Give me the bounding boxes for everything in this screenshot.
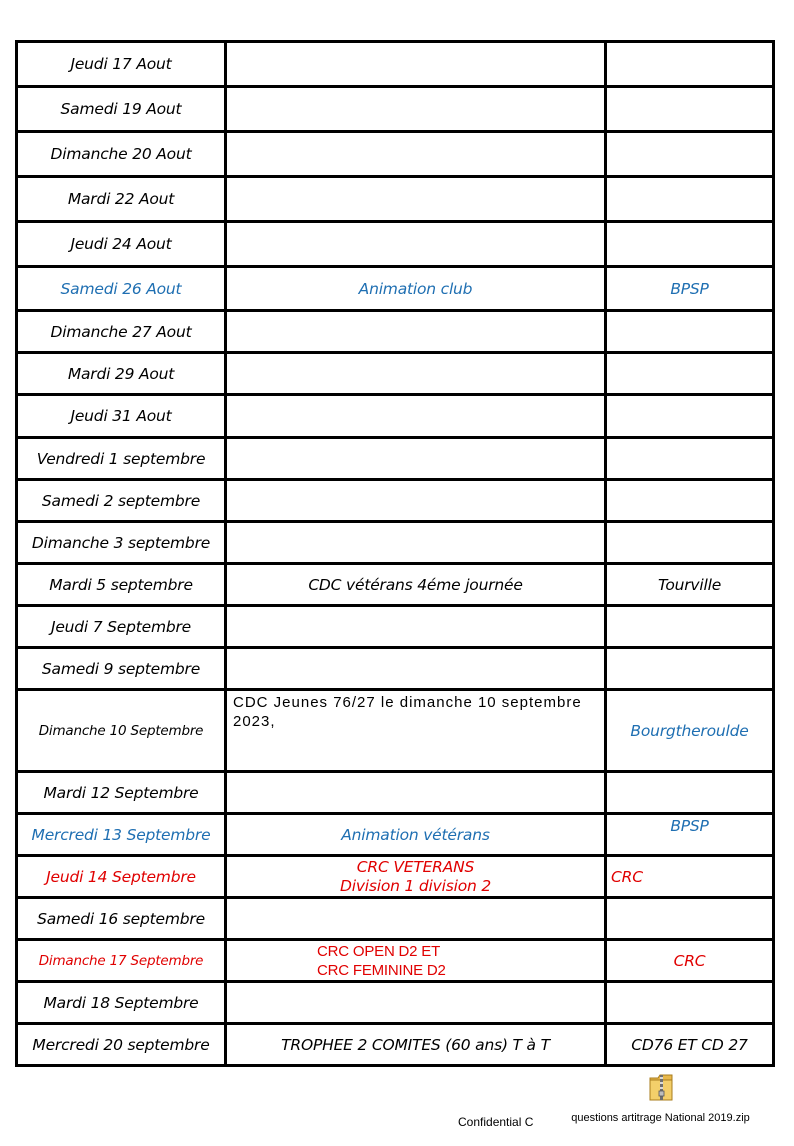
- table-row: [17, 648, 774, 690]
- event-cell: CDC Jeunes 76/27 le dimanche 10 septembre 2023,: [226, 690, 606, 772]
- date-cell: Jeudi 7 Septembre: [17, 606, 226, 648]
- date-cell: Dimanche 20 Aout: [17, 132, 226, 177]
- date-cell: Mardi 18 Septembre: [17, 982, 226, 1024]
- date-cell: Dimanche 27 Aout: [17, 311, 226, 353]
- event-cell: [226, 772, 606, 814]
- place-cell: [606, 222, 774, 267]
- date-cell: Mardi 29 Aout: [17, 353, 226, 395]
- place-cell: [606, 353, 774, 395]
- attachment-zip[interactable]: [563, 1072, 758, 1125]
- event-cell: [226, 480, 606, 522]
- event-cell: Animation vétérans: [226, 814, 606, 856]
- table-row: [17, 606, 774, 648]
- place-cell: [606, 982, 774, 1024]
- table-row: [17, 42, 774, 87]
- date-cell: Jeudi 17 Aout: [17, 42, 226, 87]
- event-cell: [226, 438, 606, 480]
- place-cell: [606, 606, 774, 648]
- place-cell: [606, 648, 774, 690]
- event-line: Division 1 division 2: [339, 876, 492, 895]
- table-row: [17, 522, 774, 564]
- place-cell: [606, 132, 774, 177]
- place-cell: [606, 480, 774, 522]
- date-cell: Samedi 2 septembre: [17, 480, 226, 522]
- schedule-table: [15, 40, 775, 1067]
- event-cell: CDC vétérans 4éme journée: [226, 564, 606, 606]
- event-cell: Animation club: [226, 267, 606, 311]
- table-row: [17, 267, 774, 311]
- place-cell: [606, 42, 774, 87]
- table-row: [17, 311, 774, 353]
- date-cell: Vendredi 1 septembre: [17, 438, 226, 480]
- attachment-filename[interactable]: questions artitrage National 2019.zip: [571, 1112, 750, 1124]
- event-cell: [226, 856, 606, 898]
- table-row: [17, 690, 774, 772]
- place-cell: [606, 311, 774, 353]
- date-cell: Samedi 16 septembre: [17, 898, 226, 940]
- place-cell: [606, 772, 774, 814]
- place-cell: [606, 522, 774, 564]
- place-cell: CRC: [606, 856, 774, 898]
- table-row: [17, 177, 774, 222]
- place-cell: [606, 87, 774, 132]
- event-cell: [226, 87, 606, 132]
- event-cell: [226, 42, 606, 87]
- event-cell: [226, 522, 606, 564]
- event-cell: [226, 940, 606, 982]
- event-line: CRC OPEN D2 ET: [317, 942, 441, 960]
- place-cell: CRC: [606, 940, 774, 982]
- event-cell: TROPHEE 2 COMITES (60 ans) T à T: [226, 1024, 606, 1066]
- place-cell: CD76 ET CD 27: [606, 1024, 774, 1066]
- event-cell: [226, 395, 606, 438]
- event-line: CRC FEMININE D2: [317, 961, 446, 979]
- table-row: [17, 438, 774, 480]
- event-cell: [226, 132, 606, 177]
- event-cell: [226, 311, 606, 353]
- date-cell: Jeudi 31 Aout: [17, 395, 226, 438]
- date-cell: Samedi 26 Aout: [17, 267, 226, 311]
- table-row: [17, 353, 774, 395]
- table-row: [17, 222, 774, 267]
- date-cell: Dimanche 3 septembre: [17, 522, 226, 564]
- date-cell: Mercredi 13 Septembre: [17, 814, 226, 856]
- place-cell: [606, 438, 774, 480]
- table-row: [17, 856, 774, 898]
- place-cell: [606, 177, 774, 222]
- date-cell: Mercredi 20 septembre: [17, 1024, 226, 1066]
- event-cell: [226, 353, 606, 395]
- table-row: [17, 898, 774, 940]
- table-row: [17, 772, 774, 814]
- place-cell: Tourville: [606, 564, 774, 606]
- table-row: [17, 395, 774, 438]
- date-cell: Dimanche 17 Septembre: [17, 940, 226, 982]
- table-row: [17, 982, 774, 1024]
- date-cell: Samedi 19 Aout: [17, 87, 226, 132]
- place-cell: [606, 898, 774, 940]
- date-cell: Mardi 22 Aout: [17, 177, 226, 222]
- event-cell: [226, 648, 606, 690]
- event-cell: [226, 222, 606, 267]
- place-cell: [606, 395, 774, 438]
- classification-label: Confidential C: [458, 1115, 534, 1129]
- event-cell: [226, 606, 606, 648]
- date-cell: Samedi 9 septembre: [17, 648, 226, 690]
- event-cell: [226, 982, 606, 1024]
- date-cell: Mardi 5 septembre: [17, 564, 226, 606]
- table-row: [17, 564, 774, 606]
- table-row: [17, 814, 774, 856]
- place-cell: Bourgtheroulde: [606, 690, 774, 772]
- place-cell: BPSP: [606, 814, 774, 856]
- date-cell: Mardi 12 Septembre: [17, 772, 226, 814]
- date-cell: Jeudi 24 Aout: [17, 222, 226, 267]
- event-line: CRC VETERANS: [356, 857, 475, 876]
- event-cell: [226, 177, 606, 222]
- date-cell: Dimanche 10 Septembre: [17, 690, 226, 772]
- table-row: [17, 940, 774, 982]
- event-cell: [226, 898, 606, 940]
- table-row: [17, 87, 774, 132]
- date-cell: Jeudi 14 Septembre: [17, 856, 226, 898]
- table-row: [17, 1024, 774, 1066]
- zip-folder-icon: [648, 1072, 674, 1102]
- place-cell: BPSP: [606, 267, 774, 311]
- table-row: [17, 480, 774, 522]
- table-row: [17, 132, 774, 177]
